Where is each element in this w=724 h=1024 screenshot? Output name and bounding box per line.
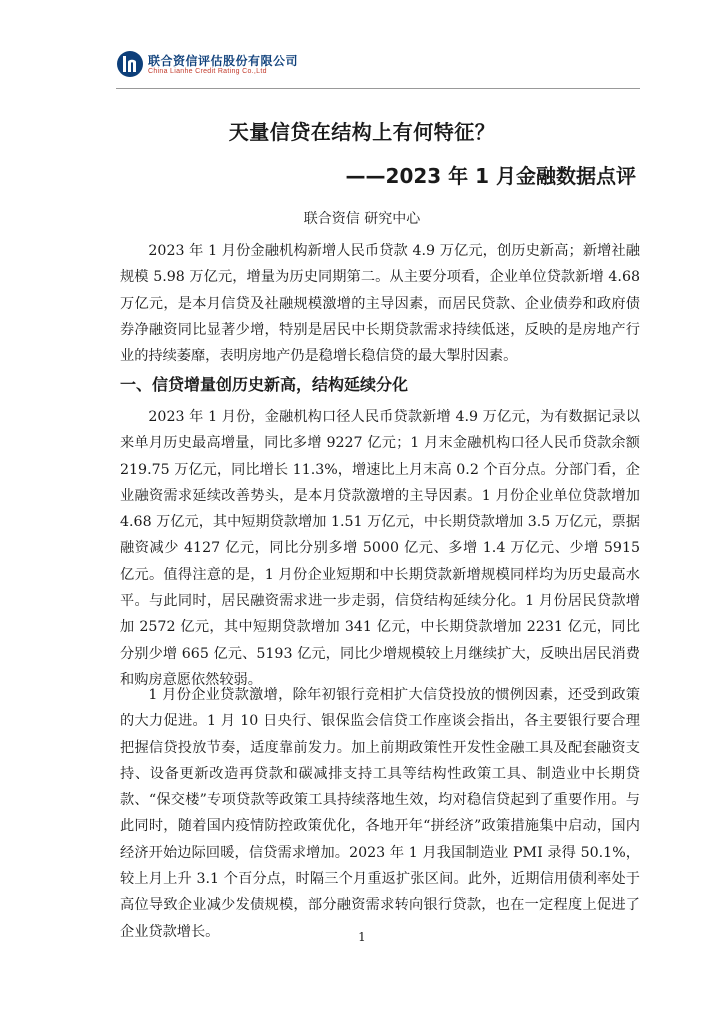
paragraph-loan-growth: 2023 年 1 月份，金融机构口径人民币贷款新增 4.9 万亿元，为有数据记录以来单月历史最高增量，同比多增 9227 亿元；1 月末金融机构口径人民币贷款余额 219.75 万亿元，同比增长 11.3%，增速比上月末高 0.2 个百分点。分部门看，企业融资需求延续改善势头，是本月贷款激增的主导因素。1 月份企业单位贷款增加 4.68 万亿元，其中短期贷款增加 1.51 万亿元，中长期贷款增加 3.5 万亿元，票据融资减少 4127 亿元，同比分别多增 5000 亿元、多增 1.4 万亿元、少增 5915 亿元。值得注意的是，1 月份企业短期和中长期贷款新增规模同样均为历史最高水平。与此同时，居民融资需求进一步走弱，信贷结构延续分化。1 月份居民贷款增加 2572 亿元，其中短期贷款增加 341 亿元，中长期贷款增加 2231 亿元，同比分别少增 665 亿元、5193 亿元，同比少增规模较上月继续扩大，反映出居民消费和购房意愿依然较弱。: [120, 409, 640, 688]
company-name-en: China Lianhe Credit Rating Co.,Ltd: [148, 68, 267, 75]
document-title: 天量信贷在结构上有何特征？: [228, 120, 496, 144]
page-header: [116, 50, 616, 82]
paragraph-policy-drivers: 1 月份企业贷款激增，除年初银行竞相扩大信贷投放的惯例因素，还受到政策的大力促进。1 月 10 日央行、银保监会信贷工作座谈会指出，各主要银行要合理把握信贷投放节奏，适度靠前发力。加上前期政策性开发性金融工具及配套融资支持、设备更新改造再贷款和碳减排支持工具等结构性政策工具、制造业中长期贷款、“保交楼”专项贷款等政策工具持续落地生效，均对稳信贷起到了重要作用。与此同时，随着国内疫情防控政策优化，各地开年“拼经济”政策措施集中启动，国内经济开始边际回暖，信贷需求增加。2023 年 1 月我国制造业 PMI 录得 50.1%，较上月上升 3.1 个百分点，时隔三个月重返扩张区间。此外，近期信用债利率处于高位导致企业减少发债规模，部分融资需求转向银行贷款，也在一定程度上促进了企业贷款增长。: [120, 687, 640, 940]
document-subtitle: ——2023 年 1 月金融数据点评: [345, 164, 636, 188]
company-name-cn: 联合资信评估股份有限公司: [148, 54, 299, 68]
section-heading-1: 一、信贷增量创历史新高，结构延续分化: [120, 375, 409, 394]
lianhe-logo-icon: [116, 50, 144, 78]
paragraph-summary: 2023 年 1 月份金融机构新增人民币贷款 4.9 万亿元，创历史新高；新增社融规模 5.98 万亿元，增量为历史同期第二。从主要分项看，企业单位贷款新增 4.68 万亿元，是本月信贷及社融规模激增的主导因素，而居民贷款、企业债券和政府债券净融资同比显著少增，特别是居民中长期贷款需求持续低迷，反映的是房地产行业的持续萎靡，表明房地产仍是稳增长稳信贷的最大掣肘因素。: [120, 243, 640, 365]
page-number: 1: [358, 930, 366, 944]
header-divider: [116, 88, 640, 89]
document-author: 联合资信 研究中心: [303, 211, 421, 227]
